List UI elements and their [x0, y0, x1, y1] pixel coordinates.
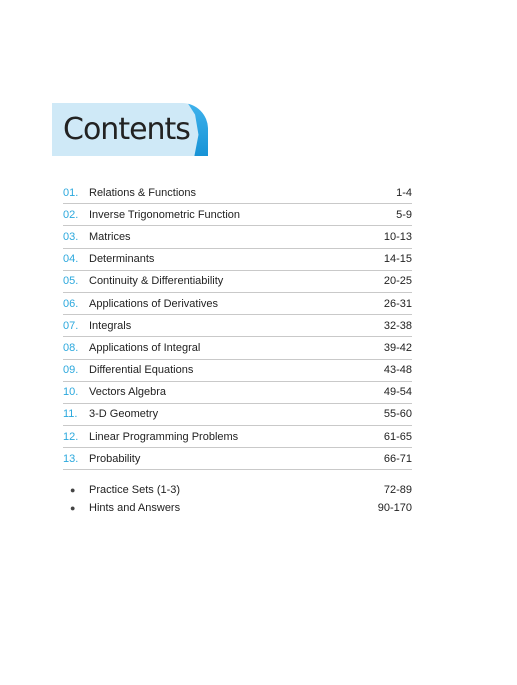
extra-title: Practice Sets (1-3)	[89, 484, 181, 496]
chapter-number: 13.	[63, 452, 79, 465]
chapter-number: 02.	[63, 208, 79, 221]
toc-row[interactable]	[63, 426, 412, 448]
toc-list	[63, 182, 412, 470]
toc-row[interactable]	[63, 271, 412, 293]
chapter-title: Inverse Trigonometric Function	[89, 208, 241, 221]
page-range: 26-31	[383, 297, 412, 310]
chapter-number: 04.	[63, 253, 79, 266]
page-range: 20-25	[383, 275, 412, 288]
chapter-title: Matrices	[89, 230, 131, 243]
chapter-title: Continuity & Differentiability	[89, 275, 224, 288]
page-range: 61-65	[383, 430, 412, 443]
contents-banner	[52, 103, 208, 156]
page-range: 49-54	[383, 386, 412, 399]
toc-row[interactable]	[63, 337, 412, 359]
toc-row[interactable]	[63, 448, 412, 470]
chapter-title: Determinants	[89, 253, 155, 266]
toc-row[interactable]	[63, 404, 412, 426]
extra-item[interactable]	[63, 499, 412, 517]
chapter-title: 3-D Geometry	[89, 408, 159, 421]
toc-row[interactable]	[63, 204, 412, 226]
chapter-title: Applications of Integral	[89, 341, 201, 354]
bullet-icon: ●	[70, 503, 76, 513]
toc-row[interactable]	[63, 226, 412, 248]
chapter-title: Applications of Derivatives	[89, 297, 219, 310]
extras-list	[63, 481, 412, 517]
chapter-title: Differential Equations	[89, 364, 194, 377]
chapter-number: 10.	[63, 386, 79, 399]
page-range: 5-9	[396, 208, 412, 221]
page-title: Contents	[63, 112, 190, 147]
page-range: 66-71	[383, 452, 412, 465]
chapter-number: 06.	[63, 297, 79, 310]
bullet-icon: ●	[70, 485, 76, 495]
chapter-number: 07.	[63, 319, 79, 332]
chapter-number: 08.	[63, 341, 79, 354]
page-range: 90-170	[377, 502, 412, 514]
chapter-number: 11.	[63, 408, 78, 421]
chapter-number: 05.	[63, 275, 79, 288]
chapter-title: Integrals	[89, 319, 132, 332]
page-range: 10-13	[383, 230, 412, 243]
page-range: 72-89	[383, 484, 412, 496]
extra-item[interactable]	[63, 481, 412, 499]
toc-row[interactable]	[63, 315, 412, 337]
page-range: 55-60	[383, 408, 412, 421]
page-range: 43-48	[383, 364, 412, 377]
toc-row[interactable]	[63, 182, 412, 204]
chapter-number: 09.	[63, 364, 79, 377]
chapter-number: 12.	[63, 430, 79, 443]
toc-row[interactable]	[63, 360, 412, 382]
chapter-title: Linear Programming Problems	[89, 430, 239, 443]
extra-title: Hints and Answers	[89, 502, 181, 514]
chapter-number: 03.	[63, 230, 79, 243]
toc-row[interactable]	[63, 293, 412, 315]
toc-row[interactable]	[63, 382, 412, 404]
chapter-title: Vectors Algebra	[89, 386, 167, 399]
chapter-title: Probability	[89, 452, 141, 465]
page-range: 32-38	[383, 319, 412, 332]
page-range: 39-42	[383, 341, 412, 354]
toc-row[interactable]	[63, 249, 412, 271]
page-range: 1-4	[396, 186, 412, 199]
chapter-title: Relations & Functions	[89, 186, 196, 199]
page-range: 14-15	[383, 253, 412, 266]
chapter-number: 01.	[63, 186, 79, 199]
